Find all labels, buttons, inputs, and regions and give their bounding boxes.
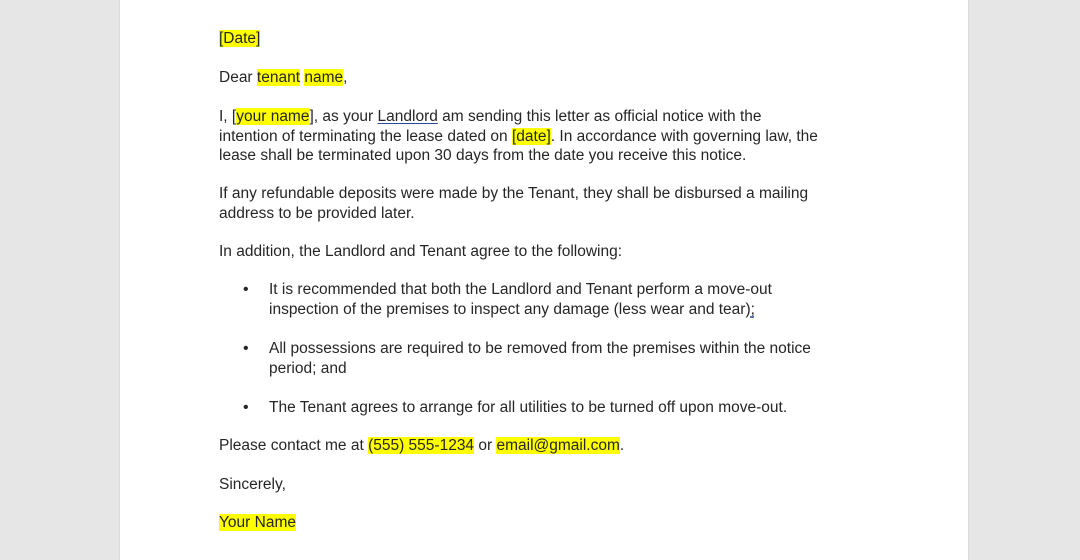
bullet-icon: • (243, 399, 249, 416)
grammar-mark: ; (750, 300, 755, 318)
paragraph-deposits (219, 184, 808, 223)
bullet-icon: • (243, 281, 249, 298)
list-item-text (269, 280, 772, 319)
list-item-line (269, 300, 772, 320)
paragraph-notice-line-2 (219, 127, 818, 147)
greeting-suffix: , (343, 69, 348, 86)
text-run: or (474, 437, 497, 454)
signature-placeholder: Your Name (219, 514, 296, 531)
landlord-word: Landlord (377, 108, 438, 125)
paragraph-notice-line-3: lease shall be terminated upon 30 days from the date you receive this notice. (219, 147, 747, 164)
date-placeholder: [Date] (219, 30, 261, 47)
greeting-tenant-placeholder: tenant (256, 69, 301, 86)
date-line (219, 29, 260, 49)
greeting-line (219, 68, 347, 88)
paragraph-notice-line-1 (219, 107, 818, 127)
text-run: inspection of the premises to inspect any damage (less wear and tear) (269, 300, 751, 318)
list-item-line: The Tenant agrees to arrange for all utilities to be turned off upon move-out. (269, 399, 788, 416)
your-name-placeholder: your name (236, 108, 310, 125)
list-item-line: It is recommended that both the Landlord and Tenant perform a move-out (269, 281, 772, 298)
signature-line (219, 513, 296, 533)
greeting-prefix: Dear (219, 69, 257, 86)
greeting-name-placeholder: name (304, 69, 344, 86)
text-run: ], as your (309, 108, 378, 125)
text-run: ] (546, 127, 551, 145)
closing-line: Sincerely, (219, 476, 286, 493)
list-item-line: period; and (269, 359, 347, 377)
text-run: I, (219, 108, 232, 125)
list-item-line: All possessions are required to be removed from the premises within the notice (269, 340, 811, 357)
list-item-text (269, 398, 787, 418)
paragraph-deposits-line-1: If any refundable deposits were made by the Tenant, they shall be disbursed a mailing (219, 185, 809, 202)
paragraph-agreement-intro: In addition, the Landlord and Tenant agree to the following: (219, 243, 623, 260)
text-run: Please contact me at (219, 437, 369, 454)
document-page (120, 0, 968, 560)
text-run: am sending this letter as official notice with the (437, 108, 762, 125)
lease-date-placeholder: date (516, 127, 547, 145)
paragraph-deposits-line-2: address to be provided later. (219, 204, 415, 222)
contact-line (219, 436, 624, 456)
paragraph-notice (219, 107, 818, 166)
list-item-text (269, 339, 811, 378)
text-run: . (619, 437, 625, 454)
text-run: [ (231, 108, 237, 125)
text-run: . In accordance with governing law, the (550, 127, 818, 145)
phone-placeholder: (555) 555-1234 (368, 437, 475, 454)
bullet-icon: • (243, 340, 249, 357)
email-placeholder: email@gmail.com (496, 437, 620, 454)
text-run: [ (511, 127, 517, 145)
text-run: intention of terminating the lease dated on (219, 127, 512, 145)
